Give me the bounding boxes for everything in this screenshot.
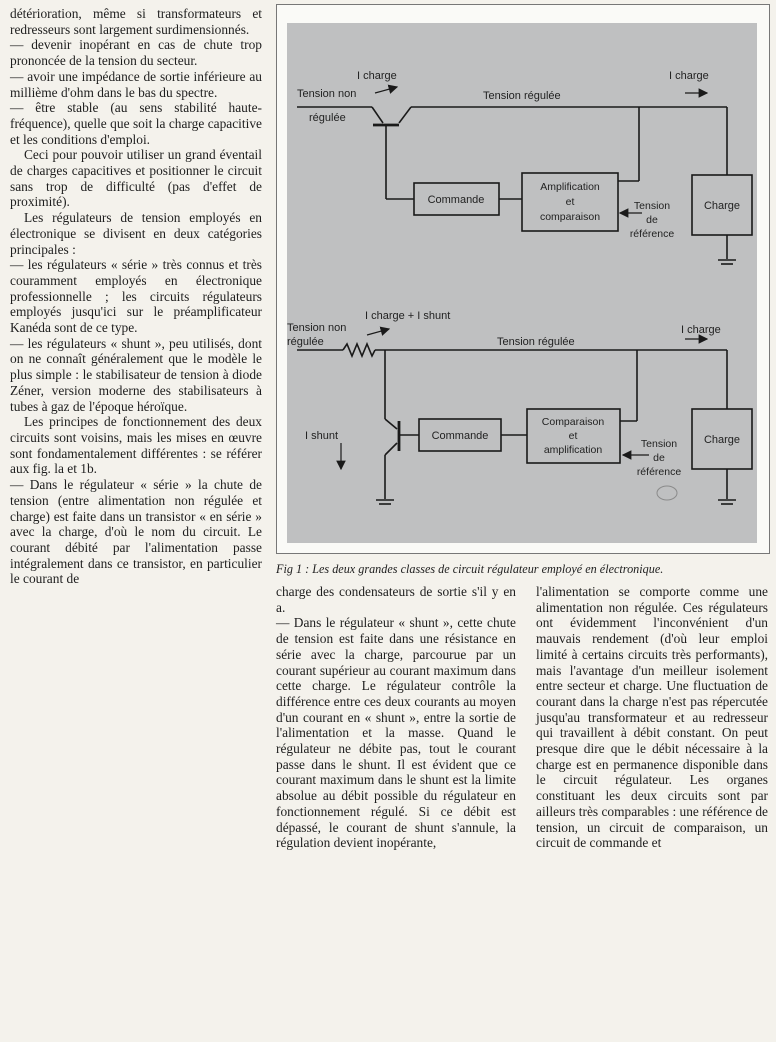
reference-label-bottom-1: Tension xyxy=(640,438,678,450)
figure-1-frame xyxy=(276,4,770,554)
series-transistor-collector xyxy=(372,107,383,123)
figure-1-diagram xyxy=(287,23,757,543)
commande-label-top: Commande xyxy=(427,194,485,206)
shunt-transistor-collector xyxy=(385,419,397,429)
series-resistor xyxy=(343,344,375,356)
reference-label-top-3: référence xyxy=(629,228,675,240)
label-ishunt: I shunt xyxy=(305,430,339,442)
paragraph: — Dans le régulateur « série » la chute de tension (entre alimentation non régulée et charge) est faite dans un transistor « en série » avec la charge, d'où le nom du circuit. Le courant débité par l'alimentation passe intégralement dans ce transistor, en particulier le courant de xyxy=(10,477,262,587)
paragraph: — Dans le régulateur « shunt », cette chute de tension est faite dans une résistance en série avec la charge, parcourue par un courant supérieur au courant maximum dans cette charge. Le régulateur contrôle la différence entre ces deux courants au moyen d'un courant en « shunt », entre la sortie de l'alimentation et la masse. Quand le régulateur ne débite pas, tout le courant passe dans le shunt. Il est évident que ce courant maximum dans le shunt est la limite absolue au débit possible du régulateur en fonctionnement régulé. Si ce débit est dépassé, le courant de shunt s'annule, la régulation devient inopérante, xyxy=(276,615,516,851)
arrow-icharge-top-left xyxy=(375,87,397,93)
comp-label-bottom-3: amplification xyxy=(543,444,603,456)
regulator-diagrams xyxy=(287,23,757,543)
label-tension-regulee-top: Tension régulée xyxy=(483,90,561,102)
text-column-middle xyxy=(276,584,516,851)
label-icharge-bottom-right: I charge xyxy=(681,324,721,336)
label-tension-non-top: Tension non xyxy=(297,88,357,100)
figure-caption: Fig 1 : Les deux grandes classes de circuit régulateur employé en électronique. xyxy=(276,562,664,576)
ampli-label-top-3: comparaison xyxy=(539,211,601,223)
paragraph: — les régulateurs « shunt », peu utilisés, dont on ne connaît généralement que le modèle le plus simple : le stabilisateur de tension à diode Zéner, version moderne des stabilisateurs à tubes à gaz de l'époque héroïque. xyxy=(10,335,262,414)
shunt-transistor-emitter xyxy=(385,443,397,455)
paragraph: — être stable (au sens stabilité haute-fréquence), quelle que soit la charge capacitive et les conditions d'emploi. xyxy=(10,100,262,147)
reference-label-top-1: Tension xyxy=(633,200,671,212)
paragraph: charge des condensateurs de sortie s'il y en a. xyxy=(276,584,516,615)
paragraph: Les principes de fonctionnement des deux circuits sont voisins, mais les mises en œuvre sont fondamentalement différentes : se référer aux fig. la et 1b. xyxy=(10,414,262,477)
label-icharge-top-right: I charge xyxy=(669,70,709,82)
paragraph: — les régulateurs « série » très connus et très couramment employés en électronique professionnelle ; les circuits régulateurs employés jusqu'ici sur le préamplificateur Kanéda sont de ce type. xyxy=(10,257,262,336)
paragraph: — devenir inopérant en cas de chute trop prononcée de la tension du secteur. xyxy=(10,37,262,69)
comp-label-bottom-1: Comparaison xyxy=(541,416,605,428)
label-icharge-ishunt: I charge + I shunt xyxy=(365,310,451,322)
ampli-label-top-1: Amplification xyxy=(540,181,600,193)
reference-label-top-2: de xyxy=(646,214,658,226)
paragraph: détérioration, même si transformateurs et redresseurs sont largement surdimensionnés. xyxy=(10,6,262,37)
text-column-right xyxy=(536,584,768,851)
comp-label-bottom-2: et xyxy=(568,430,578,442)
commande-label-bottom: Commande xyxy=(431,430,489,442)
paragraph: — avoir une impédance de sortie inférieure au millième d'ohm dans le bas du spectre. xyxy=(10,68,262,100)
ampli-label-top-2: et xyxy=(565,196,575,208)
label-icharge-top-left: I charge xyxy=(357,70,397,82)
paragraph: Ceci pour pouvoir utiliser un grand éventail de charges capacitives et positionner le circuit sans trop de difficulté (pas d'effet de proximité). xyxy=(10,147,262,210)
reference-label-bottom-2: de xyxy=(653,452,665,464)
label-tension-non-bottom: Tension non xyxy=(287,322,347,334)
charge-label-bottom: Charge xyxy=(703,434,741,446)
label-regulee-bottom: régulée xyxy=(287,336,324,348)
text-column-left xyxy=(10,6,262,587)
paragraph: l'alimentation se comporte comme une alimentation non régulée. Ces régulateurs ont évidemment l'inconvénient d'un mauvais rendement (d'où leur emploi limité à certains circuits très performants), mais l'avantage d'un meilleur isolement entre secteur et charge. Une fluctuation de courant dans la charge n'est pas répercutée jusqu'au transformateur et au redresseur qui travaillent à débit constant. On peut presque dire que le débit nécessaire à la charge est en permanence disponible dans le circuit régulateur. Les organes constituant les deux circuits sont par ailleurs très comparables : une référence de tension, un circuit de comparaison, un circuit de commande et xyxy=(536,584,768,851)
series-transistor-emitter xyxy=(399,107,411,123)
paragraph: Les régulateurs de tension employés en électronique se divisent en deux catégories principales : xyxy=(10,210,262,257)
pencil-mark xyxy=(657,486,677,500)
arrow-icharge-shunt xyxy=(367,329,389,335)
label-regulee-top: régulée xyxy=(309,112,346,124)
label-tension-regulee-bottom: Tension régulée xyxy=(497,336,575,348)
charge-label-top: Charge xyxy=(703,200,741,212)
reference-label-bottom-3: référence xyxy=(636,466,682,478)
